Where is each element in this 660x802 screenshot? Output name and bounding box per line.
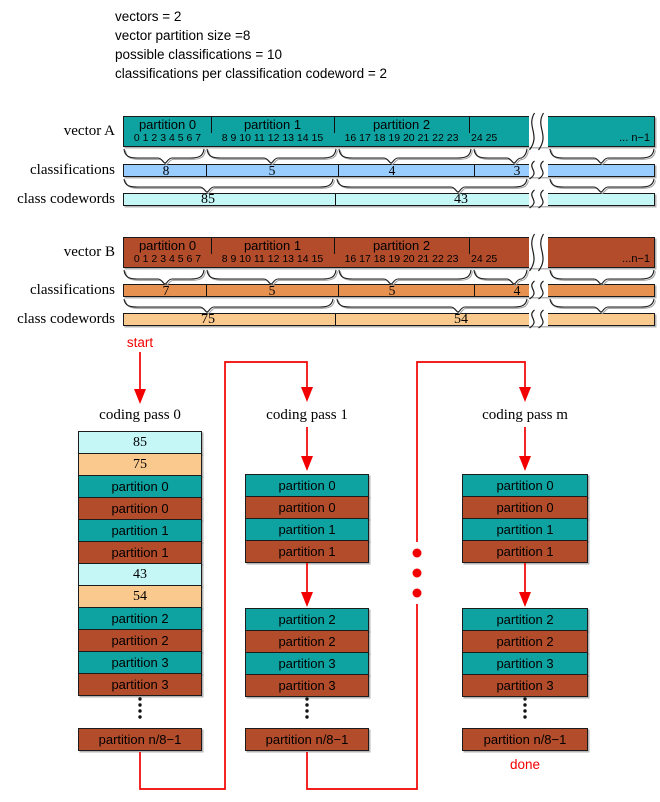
done-label: done <box>509 757 541 772</box>
classification-value: 7 <box>162 283 170 298</box>
param-line-vectors: vectors = 2 <box>115 9 182 24</box>
coding-pass-m-title: coding pass m <box>482 407 568 423</box>
cell-divider <box>335 314 336 325</box>
codeword-value: 54 <box>454 312 468 327</box>
cell-divider <box>474 285 475 296</box>
passm-cell: partition 2 <box>462 608 588 631</box>
codeword-value: 75 <box>201 312 215 327</box>
vector-a-bar <box>123 116 655 147</box>
tail-indices: 24 25 <box>471 253 498 265</box>
parameters-block <box>115 7 387 83</box>
vector-a-label: vector A <box>63 123 115 139</box>
pass1-cell: partition 3 <box>245 674 369 697</box>
pass1-cell: partition 2 <box>245 608 369 631</box>
pass1-cell: partition 0 <box>245 496 369 519</box>
pass0-cell: partition 2 <box>78 607 202 630</box>
bar-break <box>529 193 548 206</box>
pass0-cell: partition 1 <box>78 519 202 542</box>
vector-a-codewords-label: class codewords <box>17 191 115 207</box>
passm-cell: partition 3 <box>462 674 588 697</box>
vector-b-classifications-label: classifications <box>30 282 115 298</box>
partition-indices: 16 17 18 19 20 21 22 23 <box>344 132 459 144</box>
partition-indices: 0 1 2 3 4 5 6 7 <box>133 132 202 144</box>
pass0-cell: 85 <box>78 431 202 454</box>
partition-label: partition 2 <box>372 117 431 132</box>
start-label: start <box>126 335 154 350</box>
codeword-value: 43 <box>454 192 468 207</box>
vector-b-bar <box>123 237 655 268</box>
passm-tail-cell: partition n/8−1 <box>462 728 588 751</box>
partition-label: partition 0 <box>138 117 197 132</box>
coding-pass-0-title: coding pass 0 <box>99 407 181 423</box>
end-label: ...n−1 <box>622 253 650 265</box>
pass1-tail-cell: partition n/8−1 <box>245 728 369 751</box>
partition-indices: 16 17 18 19 20 21 22 23 <box>344 253 459 265</box>
partition-label: partition 0 <box>138 238 197 253</box>
vector-a-classifications-label: classifications <box>30 162 115 178</box>
classification-value: 5 <box>268 163 276 178</box>
codeword-value: 85 <box>201 192 215 207</box>
param-line-partition-size: vector partition size =8 <box>115 28 251 43</box>
bar-break <box>529 313 548 326</box>
pass1-cell: partition 1 <box>245 518 369 541</box>
pass0-cell: partition 3 <box>78 651 202 674</box>
classification-value: 5 <box>268 283 276 298</box>
pass1-cell: partition 0 <box>245 474 369 497</box>
passm-cell: partition 1 <box>462 518 588 541</box>
partition-label: partition 1 <box>243 117 302 132</box>
pass1-cell: partition 1 <box>245 540 369 563</box>
bar-break <box>529 116 548 147</box>
passm-cell: partition 1 <box>462 540 588 563</box>
pass0-cell: partition 3 <box>78 673 202 696</box>
classification-value: 5 <box>388 283 396 298</box>
passm-cell: partition 3 <box>462 652 588 675</box>
cell-divider <box>474 165 475 176</box>
cell-divider <box>338 285 339 296</box>
classification-value: 4 <box>388 163 396 178</box>
classification-value: 8 <box>162 163 170 178</box>
vector-b-codewords-label: class codewords <box>17 311 115 327</box>
end-label: ... n−1 <box>619 132 650 144</box>
passm-cell: partition 2 <box>462 630 588 653</box>
pass0-cell: partition 1 <box>78 541 202 564</box>
bar-break <box>529 284 548 297</box>
pass0-tail-cell: partition n/8−1 <box>78 728 202 751</box>
classification-value: 4 <box>513 283 521 298</box>
pass0-cell: 54 <box>78 585 202 608</box>
partition-label: partition 1 <box>243 238 302 253</box>
pass0-cell: partition 0 <box>78 475 202 498</box>
partition-indices: 8 9 10 11 12 13 14 15 <box>221 132 324 144</box>
bar-break <box>529 164 548 177</box>
vector-b-classifications-bar <box>123 284 655 297</box>
vector-a-codewords-bar <box>123 193 655 206</box>
tail-indices: 24 25 <box>471 132 498 144</box>
classification-value: 3 <box>513 163 521 178</box>
cell-divider <box>206 285 207 296</box>
param-line-possible-classifications: possible classifications = 10 <box>115 47 282 62</box>
cell-divider <box>206 165 207 176</box>
pass1-cell: partition 3 <box>245 652 369 675</box>
partition-indices: 0 1 2 3 4 5 6 7 <box>133 253 202 265</box>
pass1-cell: partition 2 <box>245 630 369 653</box>
cell-divider <box>338 165 339 176</box>
vector-a-classifications-bar <box>123 164 655 177</box>
pass0-cell: partition 0 <box>78 497 202 520</box>
pass0-cell: 75 <box>78 453 202 476</box>
vector-b-codewords-bar <box>123 313 655 326</box>
partition-label: partition 2 <box>372 238 431 253</box>
bar-break <box>529 237 548 268</box>
coding-pass-1-title: coding pass 1 <box>266 407 348 423</box>
passm-cell: partition 0 <box>462 474 588 497</box>
param-line-classifications-per-codeword: classifications per classification codeword = 2 <box>115 66 388 81</box>
vector-b-label: vector B <box>63 244 115 260</box>
passm-cell: partition 0 <box>462 496 588 519</box>
pass0-cell: partition 2 <box>78 629 202 652</box>
cell-divider <box>335 194 336 205</box>
pass0-cell: 43 <box>78 563 202 586</box>
partition-indices: 8 9 10 11 12 13 14 15 <box>221 253 324 265</box>
